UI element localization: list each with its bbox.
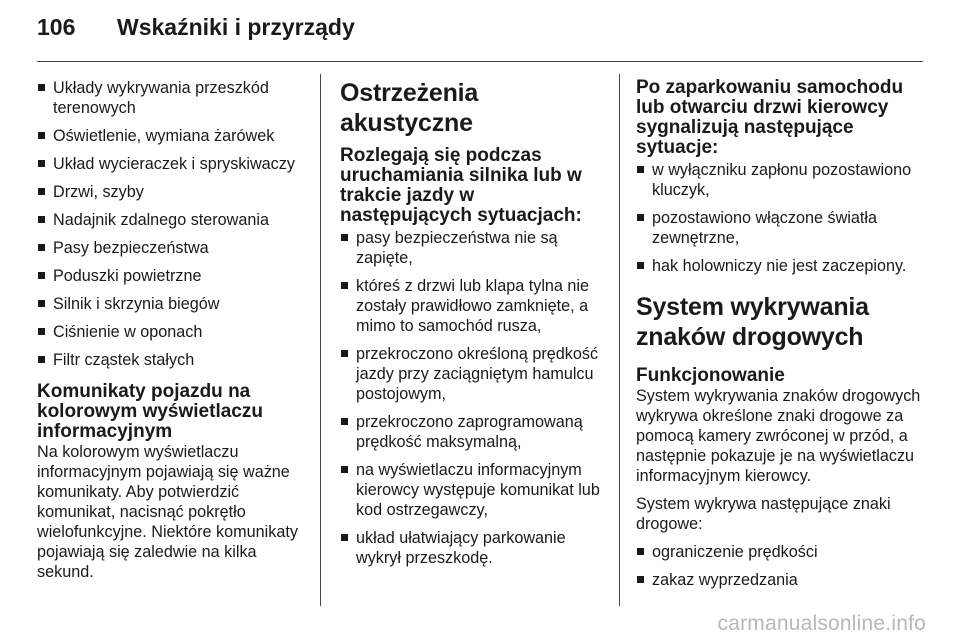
list-item: Silnik i skrzynia biegów bbox=[37, 294, 309, 314]
list-item: Oświetlenie, wymiana żarówek bbox=[37, 126, 309, 146]
list-item: przekroczono zaprogramowaną prędkość maksymalną, bbox=[340, 412, 608, 452]
column-divider-2 bbox=[619, 74, 620, 606]
header-rule bbox=[37, 61, 923, 62]
section-heading: Komunikaty pojazdu na kolorowym wyświetlaczu informacyjnym bbox=[37, 381, 263, 442]
list-item: hak holowniczy nie jest zaczepiony. bbox=[636, 256, 926, 276]
section-subheading: Po zaparkowaniu samochodu lub otwarciu drzwi kierowcy sygnalizują następujące sytuacje: bbox=[636, 77, 904, 158]
list-item: Filtr cząstek stałych bbox=[37, 350, 309, 370]
list-item: na wyświetlaczu informacyjnym kierowcy występuje komunikat lub kod ostrzegawczy, bbox=[340, 460, 608, 520]
list-item: pozostawiono włączone światła zewnętrzne, bbox=[636, 208, 926, 248]
list-item: któreś z drzwi lub klapa tylna nie zostały prawidłowo zamknięte, a mimo to samochód rusza, bbox=[340, 276, 608, 336]
page-title: Wskaźniki i przyrządy bbox=[117, 14, 355, 40]
section-title: Ostrzeżenia akustyczne bbox=[340, 79, 479, 137]
parking-warning-list bbox=[636, 160, 926, 276]
list-item: Ciśnienie w oponach bbox=[37, 322, 309, 342]
list-item: pasy bezpieczeństwa nie są zapięte, bbox=[340, 228, 608, 268]
section-subheading: Funkcjonowanie bbox=[636, 365, 785, 386]
paragraph: System wykrywa następujące znaki drogowe: bbox=[636, 495, 891, 533]
list-item: zakaz wyprzedzania bbox=[636, 570, 926, 590]
page-number: 106 bbox=[37, 14, 76, 40]
list-item: Układy wykrywania przeszkód terenowych bbox=[37, 78, 309, 118]
column-3 bbox=[636, 78, 926, 598]
list-item: Pasy bezpieczeństwa bbox=[37, 238, 309, 258]
section-subheading: Rozlegają się podczas uruchamiania silnika lub w trakcie jazdy w następujących sytuacjach: bbox=[340, 145, 582, 226]
section-title: System wykrywania znaków drogowych bbox=[636, 293, 869, 351]
list-item: Nadajnik zdalnego sterowania bbox=[37, 210, 309, 230]
topic-list bbox=[37, 78, 309, 370]
list-item: ograniczenie prędkości bbox=[636, 542, 926, 562]
watermark: carmanualsonline.info bbox=[717, 612, 926, 635]
column-2 bbox=[340, 78, 608, 576]
list-item: w wyłączniku zapłonu pozostawiono kluczyk, bbox=[636, 160, 926, 200]
page-header bbox=[37, 14, 355, 41]
sign-list bbox=[636, 542, 926, 590]
paragraph: System wykrywania znaków drogowych wykrywa określone znaki drogowe za pomocą kamery zwróconej w przód, a następnie pokazuje je na wyświetlaczu informacyjnym kierowcy. bbox=[636, 387, 921, 485]
list-item: układ ułatwiający parkowanie wykrył przeszkodę. bbox=[340, 528, 608, 568]
column-divider-1 bbox=[320, 74, 321, 606]
warning-list bbox=[340, 228, 608, 568]
paragraph: Na kolorowym wyświetlaczu informacyjnym pojawiają się ważne komunikaty. Aby potwierdzić komunikat, nacisnąć pokrętło wielofunkcyjne. Niektóre komunikaty pojawiają się zaledwie na kilka sekund. bbox=[37, 443, 298, 581]
list-item: Poduszki powietrzne bbox=[37, 266, 309, 286]
list-item: Drzwi, szyby bbox=[37, 182, 309, 202]
list-item: Układ wycieraczek i spryskiwaczy bbox=[37, 154, 309, 174]
column-1 bbox=[37, 78, 309, 590]
list-item: przekroczono określoną prędkość jazdy przy zaciągniętym hamulcu postojowym, bbox=[340, 344, 608, 404]
